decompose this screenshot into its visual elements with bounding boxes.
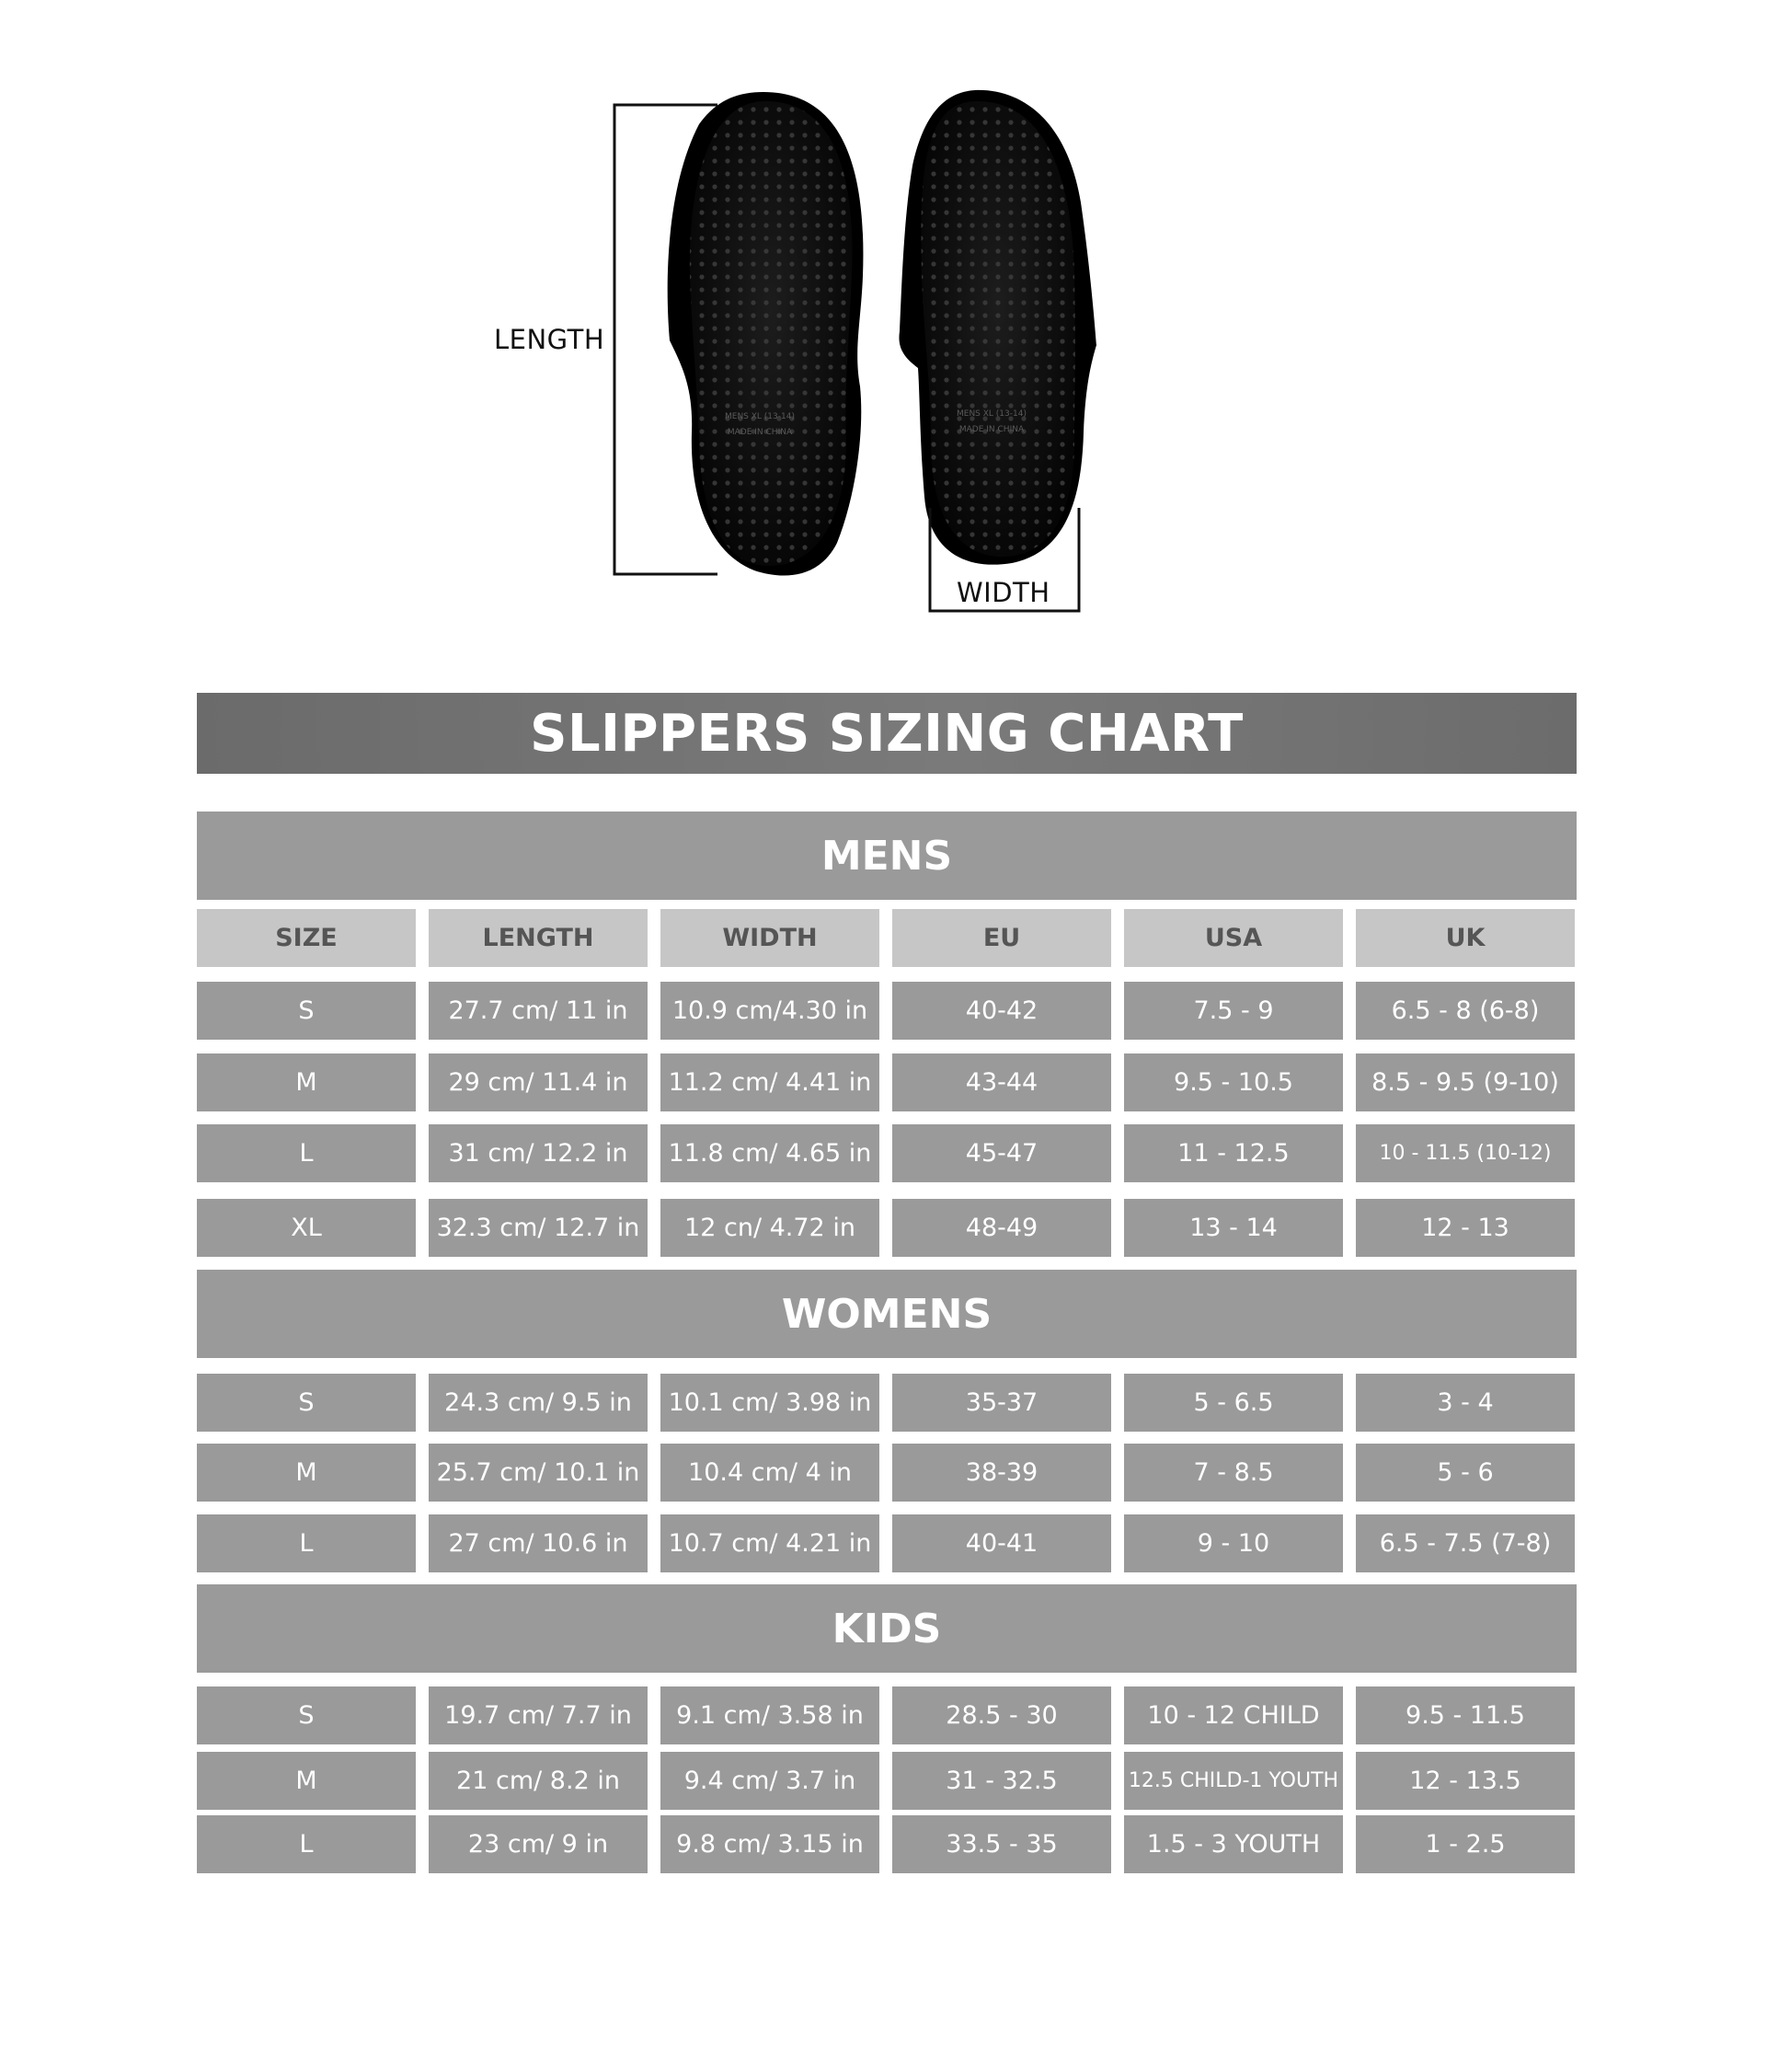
mens-uk-cell: 10 - 11.5 (10-12) — [1356, 1124, 1575, 1182]
kids-width-cell: 9.4 cm/ 3.7 in — [660, 1752, 879, 1810]
womens-length-cell: 24.3 cm/ 9.5 in — [429, 1374, 648, 1432]
left-sole-text-line1: MENS XL (13-14) — [725, 412, 795, 421]
womens-size-cell: M — [197, 1444, 416, 1502]
womens-length-cell: 27 cm/ 10.6 in — [429, 1514, 648, 1572]
mens-usa-cell: 13 - 14 — [1124, 1199, 1343, 1257]
kids-size-cell: L — [197, 1815, 416, 1873]
left-sole-text-line2: MADE IN CHINA — [727, 428, 793, 437]
right-sole-text-line2: MADE IN CHINA — [958, 425, 1025, 434]
kids-length-cell: 23 cm/ 9 in — [429, 1815, 648, 1873]
mens-size-cell: M — [197, 1053, 416, 1111]
mens-width-cell: 10.9 cm/4.30 in — [660, 982, 879, 1040]
womens-usa-cell: 7 - 8.5 — [1124, 1444, 1343, 1502]
kids-width-cell: 9.8 cm/ 3.15 in — [660, 1815, 879, 1873]
mens-eu-cell: 40-42 — [892, 982, 1111, 1040]
column-header-width: WIDTH — [660, 909, 879, 967]
womens-width-cell: 10.7 cm/ 4.21 in — [660, 1514, 879, 1572]
width-label: WIDTH — [957, 577, 1050, 608]
column-header-usa: USA — [1124, 909, 1343, 967]
kids-uk-cell: 9.5 - 11.5 — [1356, 1686, 1575, 1744]
mens-uk-cell: 6.5 - 8 (6-8) — [1356, 982, 1575, 1040]
kids-eu-cell: 33.5 - 35 — [892, 1815, 1111, 1873]
mens-length-cell: 29 cm/ 11.4 in — [429, 1053, 648, 1111]
womens-uk-cell: 3 - 4 — [1356, 1374, 1575, 1432]
kids-usa-cell: 1.5 - 3 YOUTH — [1124, 1815, 1343, 1873]
womens-width-cell: 10.1 cm/ 3.98 in — [660, 1374, 879, 1432]
mens-size-cell: XL — [197, 1199, 416, 1257]
womens-eu-cell: 35-37 — [892, 1374, 1111, 1432]
slipper-soles-drawing — [0, 0, 1790, 644]
womens-usa-cell: 5 - 6.5 — [1124, 1374, 1343, 1432]
mens-size-cell: L — [197, 1124, 416, 1182]
chart-title: SLIPPERS SIZING CHART — [197, 693, 1577, 774]
kids-width-cell: 9.1 cm/ 3.58 in — [660, 1686, 879, 1744]
womens-eu-cell: 38-39 — [892, 1444, 1111, 1502]
womens-size-cell: L — [197, 1514, 416, 1572]
mens-eu-cell: 45-47 — [892, 1124, 1111, 1182]
column-header-size: SIZE — [197, 909, 416, 967]
mens-width-cell: 11.2 cm/ 4.41 in — [660, 1053, 879, 1111]
kids-length-cell: 19.7 cm/ 7.7 in — [429, 1686, 648, 1744]
column-header-length: LENGTH — [429, 909, 648, 967]
column-header-uk: UK — [1356, 909, 1575, 967]
length-label: LENGTH — [494, 324, 605, 355]
kids-uk-cell: 1 - 2.5 — [1356, 1815, 1575, 1873]
left-slipper — [668, 92, 864, 576]
kids-size-cell: S — [197, 1686, 416, 1744]
kids-size-cell: M — [197, 1752, 416, 1810]
mens-usa-cell: 11 - 12.5 — [1124, 1124, 1343, 1182]
kids-length-cell: 21 cm/ 8.2 in — [429, 1752, 648, 1810]
mens-uk-cell: 12 - 13 — [1356, 1199, 1575, 1257]
mens-width-cell: 11.8 cm/ 4.65 in — [660, 1124, 879, 1182]
section-header-womens: WOMENS — [197, 1270, 1577, 1358]
mens-length-cell: 27.7 cm/ 11 in — [429, 982, 648, 1040]
mens-eu-cell: 48-49 — [892, 1199, 1111, 1257]
womens-uk-cell: 6.5 - 7.5 (7-8) — [1356, 1514, 1575, 1572]
right-sole-text-line1: MENS XL (13-14) — [957, 409, 1027, 419]
mens-length-cell: 31 cm/ 12.2 in — [429, 1124, 648, 1182]
section-header-kids: KIDS — [197, 1584, 1577, 1673]
mens-size-cell: S — [197, 982, 416, 1040]
kids-eu-cell: 31 - 32.5 — [892, 1752, 1111, 1810]
section-header-mens: MENS — [197, 812, 1577, 900]
mens-length-cell: 32.3 cm/ 12.7 in — [429, 1199, 648, 1257]
womens-uk-cell: 5 - 6 — [1356, 1444, 1575, 1502]
mens-uk-cell: 8.5 - 9.5 (9-10) — [1356, 1053, 1575, 1111]
womens-usa-cell: 9 - 10 — [1124, 1514, 1343, 1572]
mens-usa-cell: 7.5 - 9 — [1124, 982, 1343, 1040]
womens-width-cell: 10.4 cm/ 4 in — [660, 1444, 879, 1502]
mens-width-cell: 12 cn/ 4.72 in — [660, 1199, 879, 1257]
kids-usa-cell: 10 - 12 CHILD — [1124, 1686, 1343, 1744]
slippers-illustration — [0, 0, 1790, 644]
kids-eu-cell: 28.5 - 30 — [892, 1686, 1111, 1744]
kids-uk-cell: 12 - 13.5 — [1356, 1752, 1575, 1810]
womens-length-cell: 25.7 cm/ 10.1 in — [429, 1444, 648, 1502]
womens-eu-cell: 40-41 — [892, 1514, 1111, 1572]
right-slipper — [899, 90, 1096, 565]
mens-usa-cell: 9.5 - 10.5 — [1124, 1053, 1343, 1111]
kids-usa-cell: 12.5 CHILD-1 YOUTH — [1124, 1752, 1343, 1810]
womens-size-cell: S — [197, 1374, 416, 1432]
mens-eu-cell: 43-44 — [892, 1053, 1111, 1111]
column-header-eu: EU — [892, 909, 1111, 967]
